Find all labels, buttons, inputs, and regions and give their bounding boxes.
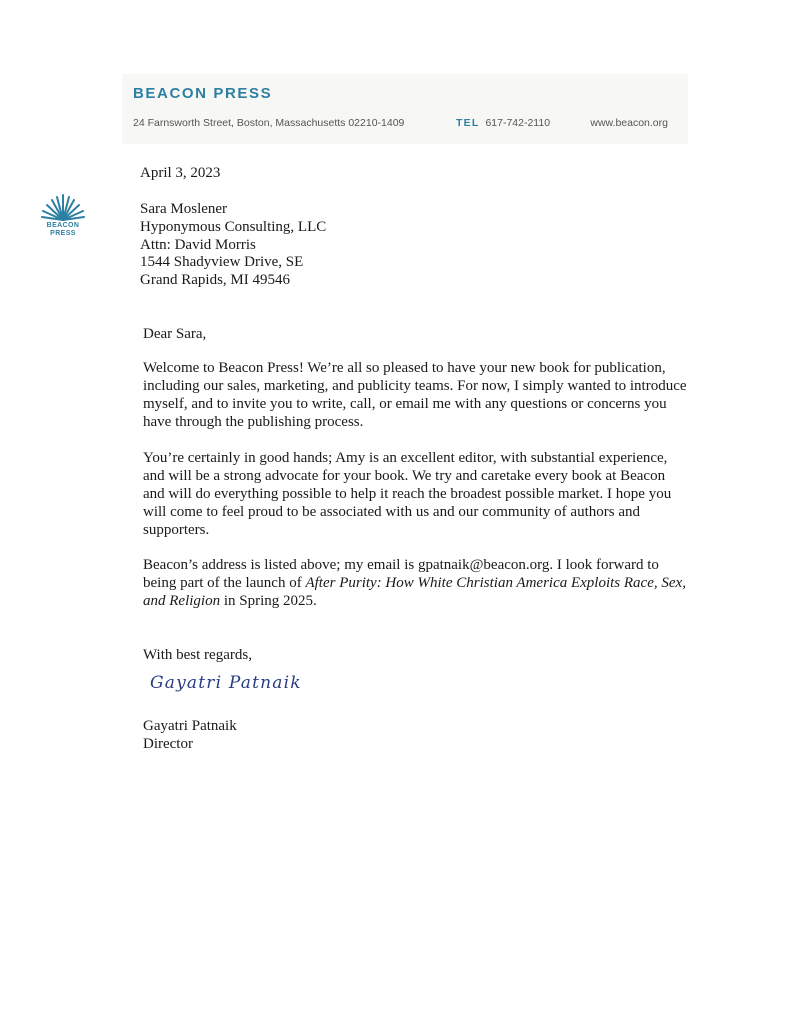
letterhead-address: 24 Farnsworth Street, Boston, Massachusetts 02210-1409 <box>133 117 405 129</box>
greeting: Dear Sara, <box>143 326 207 342</box>
brand-name: BEACON PRESS <box>133 85 273 102</box>
sunburst-logo-icon <box>40 193 86 221</box>
signer-block <box>143 717 237 753</box>
letter-date: April 3, 2023 <box>140 165 221 181</box>
paragraph-line: Beacon’s address is listed above; my email is gpatnaik@beacon.org. I look forward to <box>143 557 659 573</box>
handwritten-signature: Gayatri Patnaik <box>150 673 302 693</box>
paragraph-line: have through the publishing process. <box>143 413 364 430</box>
letterhead-website: www.beacon.org <box>590 117 668 129</box>
book-title: After Purity: How White Christian America Exploits Race, Sex, <box>305 574 686 591</box>
closing: With best regards, <box>143 647 252 663</box>
paragraph-line: supporters. <box>143 521 210 538</box>
paragraph-line: Welcome to Beacon Press! We’re all so pleased to have your new book for publication, <box>143 360 666 376</box>
paragraph-good-hands <box>143 450 671 540</box>
recipient-street: 1544 Shadyview Drive, SE <box>140 254 304 271</box>
letterhead <box>122 74 688 144</box>
paragraph-line: and will be a strong advocate for your book. We try and caretake every book at Beacon <box>143 467 666 484</box>
recipient-city: Grand Rapids, MI 49546 <box>140 272 290 289</box>
recipient-name: Sara Moslener <box>140 201 228 217</box>
paragraph-line: will come to feel proud to be associated with us and our community of authors and <box>143 503 640 520</box>
phone-number: 617-742-2110 <box>485 117 551 129</box>
letterhead-phone <box>456 117 550 129</box>
recipient-address <box>140 200 326 289</box>
signer-name: Gayatri Patnaik <box>143 718 237 734</box>
tel-label: TEL <box>456 117 480 129</box>
paragraph-line: You’re certainly in good hands; Amy is an excellent editor, with substantial experience, <box>143 450 668 466</box>
signer-title: Director <box>143 736 193 752</box>
beacon-press-logo <box>40 193 86 241</box>
paragraph-contact <box>143 557 686 611</box>
logo-text-press: PRESS <box>50 230 76 237</box>
book-title-continued: and Religion <box>143 592 221 609</box>
launch-season: in Spring 2025. <box>220 592 317 609</box>
launch-text: being part of the launch of <box>143 574 306 591</box>
recipient-attn: Attn: David Morris <box>140 236 256 253</box>
paragraph-line: including our sales, marketing, and publicity teams. For now, I simply wanted to introduce <box>143 377 687 394</box>
paragraph-line: myself, and to invite you to write, call, or email me with any questions or concerns you <box>143 395 667 412</box>
logo-text-beacon: BEACON <box>46 222 80 229</box>
paragraph-line <box>143 575 686 593</box>
recipient-company: Hyponymous Consulting, LLC <box>140 218 327 235</box>
paragraph-line: and will do everything possible to help it reach the broadest possible market. I hope you <box>143 485 672 502</box>
paragraph-welcome <box>143 360 687 432</box>
paragraph-line <box>143 593 686 611</box>
